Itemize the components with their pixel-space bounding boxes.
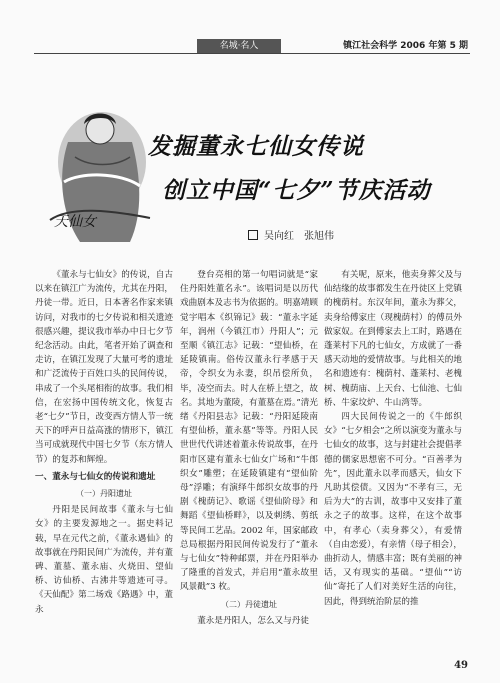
column-3 xyxy=(324,268,462,609)
article-title-line2: 创立中国“七夕”节庆活动 xyxy=(162,177,431,204)
column-2 xyxy=(180,268,318,628)
authors xyxy=(248,227,334,242)
article-title-line1: 发掘董永七仙女传说 xyxy=(148,133,364,160)
subsection-heading: （一）丹阳遗址 xyxy=(76,489,132,499)
column-1 xyxy=(35,268,173,617)
art-caption: 天仙女 xyxy=(54,214,96,230)
author-names: 吴向红 张旭伟 xyxy=(264,231,334,242)
paragraph: 有关呢，原来，他卖身葬父及与仙结缘的故事都发生在丹徒区上党镇的槐荫村。东汉年间，董永为葬父，卖身给傅家庄（现槐荫村）的傅员外做家奴。在到傅家去上工时，路遇在蓬莱村下凡的七仙女，方成就了一番感天动地的爱情故事。与此相关的地名和遗迹有：槐荫村、蓬莱村、老槐树、槐荫庙、上天台、七仙池、七仙桥、牛家坟炉、牛山湾等。 xyxy=(324,270,462,408)
journal-issue: 镇江社会科学 2006 年第 5 期 xyxy=(343,41,468,51)
section-heading: 一、董永与七仙女的传说和遗址 xyxy=(35,471,156,482)
paragraph: 四大民间传说之一的《牛郎织女》“七夕相会”之所以演变为董永与七仙女的故事，这与封建社会提倡孝德的儒家思想密不可分。“百善孝为先”，因此董永以孝而感天，仙女下凡助其偿债。又因为“不孝有三，无后为大”的古训，故事中又安排了董永之子的故事。这样，在这个故事中，有孝心（卖身葬父），有爱情（自由恋爱），有亲情（母子相会），曲折动人，情感丰富；既有美丽的神话，又有现实的基础。“望仙”“访仙”寄托了人们对美好生活的向往，因此，得到统治阶层的推 xyxy=(324,412,462,607)
paragraph: 丹阳是民间故事《董永与七仙女》的主要发源地之一。据史料记载，早在元代之前，《董永遇仙》的故事就在丹阳民间广为流传，并有董碑、董墓、董永庙、火烧田、望仙桥、访仙桥、古沸井等遗迹可寻。《天仙配》第二场戏《路遇》中，董永 xyxy=(35,505,173,615)
paragraph: 登台亮相的第一句唱词就是“家住丹阳姓董名永”。该唱词是以历代戏曲剧本及志书为依据的。明嘉靖顾觉宇唱本《织锦记》载：“董永字延年，润州（今镇江市）丹阳人”；元至顺《镇江志》记载：“望仙桥，在延陵镇南。俗传汉董永行孝感于天帝，令织女为永妻，织吊偿所负，毕，凌空而去。时人在桥上望之，故名。其地为董陵，有董墓在焉。”清光绪《丹阳县志》记载：“丹阳延陵南有望仙桥，董永墓”等等。丹阳人民世世代代讲述着董永传说故事，在丹阳市区建有董永七仙女广场和“牛郎织女”雕塑；在延陵镇建有“望仙阶母”浮雕；有演绎牛郎织女故事的丹剧《槐荫记》、歌谣《望仙阶母》和舞蹈《望仙桥畔》，以及刺绣、剪纸等民间工艺品。2002 年，国家邮政总局根据丹阳民间传说发行了“董永与七仙女”特种邮票，并在丹阳举办了隆重的首发式，并启用“董永故里风景戳”3 枚。 xyxy=(180,270,318,593)
subsection-heading: （二）丹徒遗址 xyxy=(221,599,277,609)
paragraph: 《董永与七仙女》的传说，自古以来在镇江广为流传，尤其在丹阳，丹徒一带。近日，日本著名作家来镇访问，对我市的七夕传说和相关遗迹很感兴趣，提议我市举办中日七夕节纪念活动。由此，笔者开始了调查和走访，在镇江发现了大量可考的遗址和广泛流传于百姓口头的民间传说，串成了一个头尾相衔的故事。我们相信，在宏扬中国传统文化，恢复古老“七夕”节日，改变西方情人节一统天下的呼声日益高涨的情形下，镇江当可成就现代中国七夕节（东方情人节）的复苏和辉煌。 xyxy=(35,270,173,465)
author-box-icon xyxy=(248,230,258,240)
paragraph: 董永是丹阳人，怎么又与丹徒 xyxy=(197,615,309,626)
page-number: 49 xyxy=(454,660,468,671)
fairy-illustration xyxy=(40,102,160,252)
header-rule xyxy=(34,53,470,54)
section-label: 名城·名人 xyxy=(197,39,281,53)
